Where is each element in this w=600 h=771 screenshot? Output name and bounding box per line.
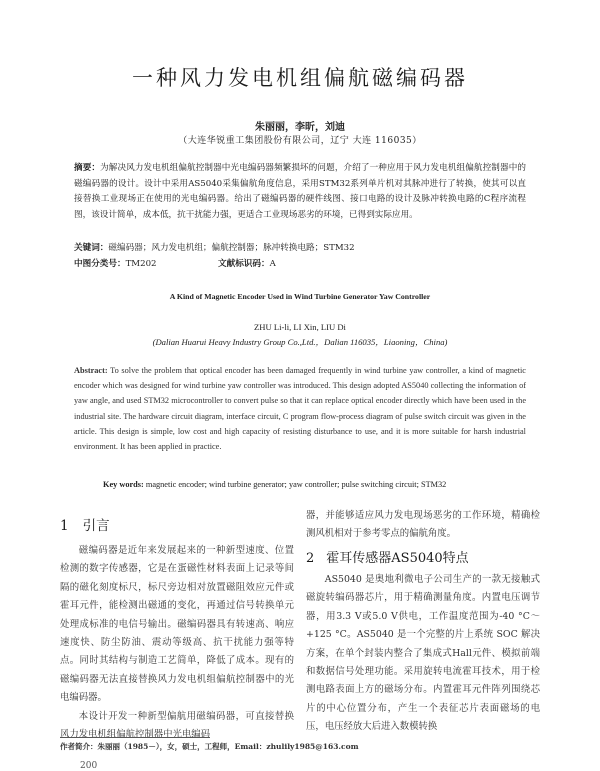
keywords-en-label: Key words: (103, 480, 144, 489)
abstract-cn-text: 为解决风力发电机组偏航控制器中光电编码器频繁损坏的问题，介绍了一种应用于风力发电机组偏航控制器中的磁编码器的设计。设计中采用AS5040采集偏航角度信息，采用STM32系列单片机对其脉冲进行了转换，使其可以直接替换工业现场正在使用的光电编码器。给出了磁编码器的硬件线图、接口电路的设计及脉冲转换电路的C程序流程图，该设计简单，成本低，抗干扰能力强，更适合工业现场恶劣的环境，已得到实际应用。 (74, 163, 526, 220)
paper-title-en: A Kind of Magnetic Encoder Used in Wind Turbine Generator Yaw Controller (169, 292, 431, 301)
document-code (218, 257, 276, 269)
abstract-en (74, 363, 526, 454)
classification-number (74, 257, 157, 269)
section-1-para-1: 磁编码器是近年来发展起来的一种新型速度、位置检测的数字传感器，它是在蛋磁性材料表面上记录等间隔的磁化刻度标尺，标尺旁边相对放置磁阻效应元件或霍耳元件，能检测出磁通的变化，再通过信号转换单元处理成标准的电信号输出。磁编码器具有转速高、响应速度快、防尘防油、震动等级高、抗干扰能力强等特点。同时其结构与制造工艺简单，降低了成本。现有的磁编码器无法直接替换风力发电机组偏航控制器中的光电编码器。 (60, 545, 294, 704)
section-1-continuation: 器，并能够适应风力发电现场恶劣的工作环境，精确检测风机相对于参考零点的偏航角度。 (306, 510, 540, 540)
section-1-title: 引言 (82, 518, 110, 534)
abstract-cn (74, 161, 526, 223)
doc-value: A (269, 259, 276, 269)
section-2-number: 2 (306, 551, 315, 566)
keywords-cn-text: 磁编码器；风力发电机组；偏航控制器；脉冲转换电路；STM32 (108, 243, 355, 253)
abstract-cn-label: 摘要： (74, 163, 101, 173)
page-number: 200 (80, 761, 98, 771)
section-1-heading (60, 514, 110, 534)
class-label: 中图分类号： (74, 259, 126, 269)
doc-label: 文献标识码： (218, 259, 270, 269)
authors-en: ZHU Li-li, LI Xin, LIU Di (254, 322, 346, 332)
affiliation-cn: （大连华锐重工集团股份有限公司，辽宁 大连 116035） (178, 136, 422, 146)
footnote-divider (60, 737, 210, 738)
keywords-en (103, 480, 543, 489)
section-2-para-1: AS5040 是奥地利微电子公司生产的一款无接触式磁旋转编码器芯片，用于精确测量角度。内置电压调节器，用3.3 V或5.0 V供电，工作温度范围为-40 °C～+125 °C。AS5040 是一个完整的片上系统 SOC 解决方案，在单个封装内整合了集成式Hall元件、模拟前端和数据信号处理功能。采用旋转电流霍耳技术，用于检测电路表面上方的磁场分布。内置霍耳元件阵列围绕芯片的中心位置分布，产生一个表征芯片表面磁场的电压，电压经放大后进入数模转换 (306, 574, 540, 733)
class-value: TM202 (125, 259, 157, 269)
abstract-en-text: To solve the problem that optical encoder has been damaged frequently in wind turbine yaw controller, a kind of magnetic encoder which was designed for wind turbine yaw controller was introduced. This design adopted AS5040 collecting the information of yaw angle, and used STM32 microcontroller to convert pulse so that it can replace optical encoder directly which have been used in the industrial site. The hardware circuit diagram, interface circuit, C program flow-process diagram of pulse switch circuit was given in the article. This design is simple, low cost and high capacity of resisting disturbance to use, and it is more suitable for harsh industrial environment. It has been applied in practice. (74, 366, 526, 452)
left-column (60, 542, 294, 744)
section-1-number: 1 (60, 518, 69, 534)
authors-cn: 朱丽丽，李昕，刘迪 (255, 122, 345, 133)
keywords-cn (74, 241, 534, 253)
abstract-en-label: Abstract: (74, 366, 108, 375)
right-column-body (306, 571, 540, 737)
affiliation-en: (Dalian Huarui Heavy Industry Group Co.,Ltd.，Dalian 116035，Liaoning，China) (152, 337, 448, 347)
keywords-en-text: magnetic encoder; wind turbine generator; yaw controller; pulse switching circuit; STM32 (145, 480, 447, 489)
section-1-para-2: 本设计开发一种新型偏航用磁编码器，可直接替换风力发电机组偏航控制器中光电编码 (60, 710, 294, 741)
author-footnote: 作者简介：朱丽丽（1985－），女，硕士，工程师，Email：zhulily1985@163.com (60, 742, 359, 751)
section-2-title: 霍耳传感器AS5040特点 (326, 551, 469, 566)
section-2-heading (306, 547, 469, 566)
paper-title-cn: 一种风力发电机组偏航磁编码器 (132, 66, 468, 90)
right-column-top (306, 507, 540, 544)
keywords-cn-label: 关键词： (74, 243, 109, 253)
